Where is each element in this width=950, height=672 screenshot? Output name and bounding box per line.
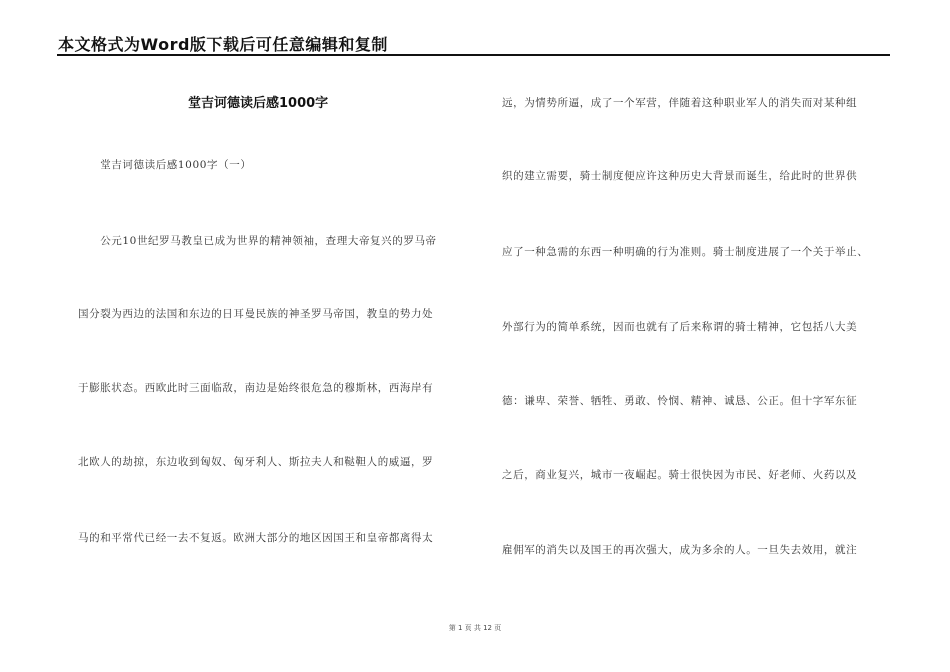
body-line: 之后，商业复兴，城市一夜崛起。骑士很快因为市民、好老师、火药以及	[502, 469, 858, 481]
header-divider	[57, 54, 890, 56]
body-line: 应了一种急需的东西一种明确的行为准则。骑士制度进展了一个关于举止、	[502, 246, 869, 258]
body-line: 外部行为的简单系统，因而也就有了后来称谓的骑士精神，它包括八大美	[502, 321, 858, 333]
body-line: 北欧人的劫掠，东边收到匈奴、匈牙利人、斯拉夫人和鞑靼人的威逼，罗	[78, 456, 434, 468]
body-line: 织的建立需要，骑士制度便应许这种历史大背景而诞生，给此时的世界供	[502, 170, 858, 182]
document-title: 堂吉诃德读后感1000字	[188, 96, 329, 111]
body-line: 雇佣军的消失以及国王的再次强大，成为多余的人。一旦失去效用，就注	[502, 544, 858, 556]
body-line: 德：谦卑、荣誉、牺牲、勇敢、怜悯、精神、诚恳、公正。但十字军东征	[502, 395, 858, 407]
subtitle-line: 堂吉诃德读后感1000字（一）	[78, 159, 252, 171]
body-line: 国分裂为西边的法国和东边的日耳曼民族的神圣罗马帝国，教皇的势力处	[78, 308, 434, 320]
body-line: 马的和平常代已经一去不复返。欧洲大部分的地区因国王和皇帝都离得太	[78, 532, 434, 544]
document-banner: 本文格式为Word版下载后可任意编辑和复制	[58, 35, 388, 54]
body-line: 公元10世纪罗马教皇已成为世界的精神领袖，查理大帝复兴的罗马帝	[78, 235, 437, 247]
page-number: 第 1 页 共 12 页	[448, 624, 502, 632]
body-line: 于膨胀状态。西欧此时三面临敌，南边是始终很危急的穆斯林，西海岸有	[78, 382, 434, 394]
body-line: 远，为情势所逼，成了一个军营，伴随着这种职业军人的消失而对某种组	[502, 97, 858, 109]
